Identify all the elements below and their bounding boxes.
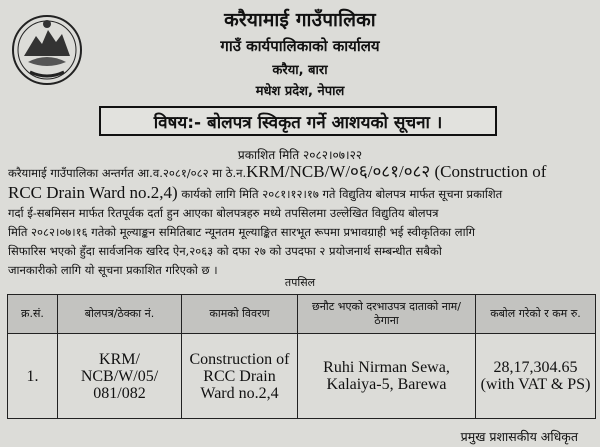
body-line: मिति २०८२।०७।१६ गतेको मूल्याङ्कन समितिबाट न्यूनतम मूल्याङ्कित सारभूत रूपमा प्रभावग्राही भई स्वीकृतिका लागि [8,225,476,239]
cell-work-description: Construction of RCC Drain Ward no.2,4 [182,334,298,419]
header-contract-no: बोलपत्र/ठेक्का नं. [58,295,182,334]
body-text-segment: करैयामाई गाउँपालिका अन्तर्गत आ.व.२०८१/०८२ मा ठे.न. [8,166,247,180]
project-name-text: RCC Drain Ward no.2,4) [8,183,178,202]
signatory-title: प्रमुख प्रशासकीय अधिकृत [460,429,578,444]
body-line [8,162,592,183]
cell-bid-amount: 28,17,304.65 (with VAT & PS) [476,334,596,419]
municipality-title: करैयामाई गाउँपालिका [224,9,376,31]
details-label: तपसिल [284,276,316,289]
header-serial: क्र.सं. [8,295,58,334]
header-bidder-name: छनौट भएको दरभाउपत्र दाताको नाम/ठेगाना [298,295,476,334]
body-line: गर्दा ई-सबमिसन मार्फत रितपूर्वक दर्ता हुन आएका बोलपत्रहरु मध्ये तपसिलमा उल्लेखित विद्युतिय बोलपत्र [8,206,439,220]
body-text-segment: कार्यको लागि मिति २०८१।१२।१७ गते विद्युतिय बोलपत्र मार्फत सूचना प्रकाशित [177,187,503,201]
table-header-row [8,295,596,334]
cell-serial: 1. [8,334,58,419]
cell-bidder-name: Ruhi Nirman Sewa, Kalaiya-5, Barewa [298,334,476,419]
header-bid-amount: कबोल गरेको र कम रु. [476,295,596,334]
office-title: गाउँ कार्यपालिकाको कार्यालय [220,37,380,55]
cell-contract-no: KRM/ NCB/W/05/ 081/082 [58,334,182,419]
body-line [8,183,592,204]
notice-body [8,162,592,280]
bid-details-table [7,294,596,419]
header-work-description: कामको विवरण [182,295,298,334]
province-country: मधेश प्रदेश, नेपाल [255,84,345,99]
published-date: प्रकाशित मिति २०८२।०७।२२ [237,148,363,162]
body-line: जानकारीको लागि यो सूचना प्रकाशित गरिएको छ । [8,263,218,277]
table-row [8,334,596,419]
contract-number-text: KRM/NCB/W/०६/०८१/०८२ (Construction of [246,162,547,181]
subject-heading: विषय:- बोलपत्र स्विकृत गर्ने आशयको सूचना । [99,106,497,136]
body-line: सिफारिस भएको हुँदा सार्वजनिक खरिद ऐन,२०६३ को दफा २७ को उपदफा २ प्रयोजनार्थ सम्बन्धीत सबैको [8,244,442,258]
office-location: करैया, बारा [272,63,328,78]
